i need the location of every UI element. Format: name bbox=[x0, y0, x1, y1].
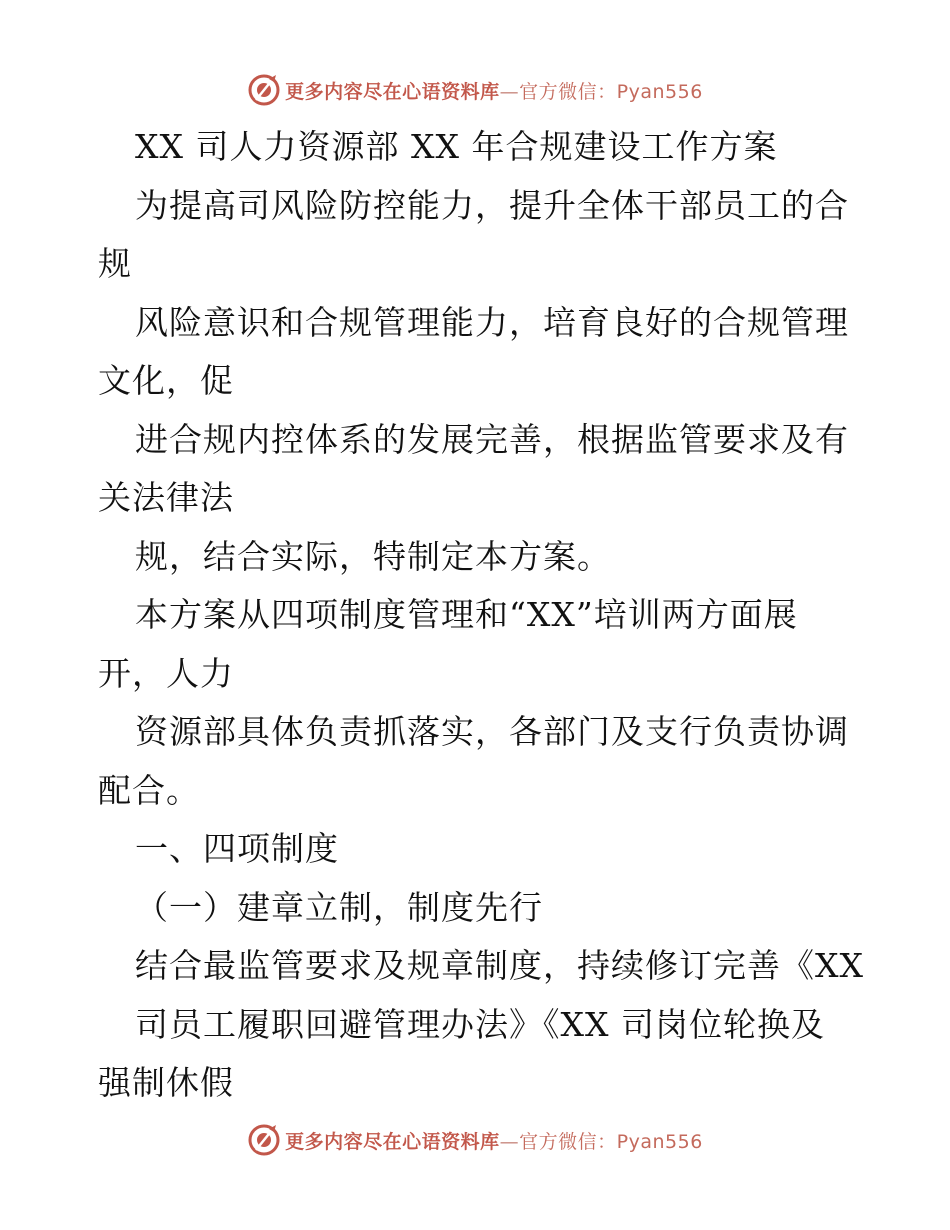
paragraph-line: 司员工履职回避管理办法》《XX 司岗位轮换及 bbox=[135, 1004, 825, 1044]
paragraph-line: 风险意识和合规管理能力，培育良好的合规管理 bbox=[135, 302, 849, 342]
paragraph-line: 规 bbox=[98, 244, 132, 283]
watermark-main: 更多内容尽在心语资料库 bbox=[285, 1130, 500, 1153]
footer-watermark bbox=[0, 1120, 950, 1160]
watermark-text bbox=[285, 1127, 703, 1154]
subsection-heading: （一）建章立制，制度先行 bbox=[135, 887, 543, 927]
document-title: XX 司人力资源部 XX 年合规建设工作方案 bbox=[135, 127, 778, 166]
section-heading: 一、四项制度 bbox=[135, 829, 339, 868]
paragraph-line: 开，人力 bbox=[98, 653, 234, 693]
paragraph-line: 关法律法 bbox=[98, 478, 234, 517]
header-watermark bbox=[0, 70, 950, 110]
watermark-main: 更多内容尽在心语资料库 bbox=[285, 80, 500, 103]
paragraph-line: 强制休假 bbox=[98, 1063, 234, 1102]
paragraph-line: 资源部具体负责抓落实，各部门及支行负责协调 bbox=[135, 712, 849, 751]
paragraph-line: 规，结合实际，特制定本方案。 bbox=[135, 536, 611, 576]
paragraph-line: 本方案从四项制度管理和“XX”培训两方面展 bbox=[135, 595, 798, 634]
paragraph-line: 配合。 bbox=[98, 770, 200, 810]
paragraph-line: 结合最监管要求及规章制度，持续修订完善《XX bbox=[135, 946, 864, 985]
watermark-text bbox=[285, 77, 703, 104]
watermark-contact: 官方微信：Pyan556 bbox=[519, 1130, 703, 1153]
watermark-separator: — bbox=[499, 80, 520, 103]
watermark-separator: — bbox=[499, 1130, 520, 1153]
document-body bbox=[98, 118, 868, 1113]
paragraph-line: 进合规内控体系的发展完善，根据监管要求及有 bbox=[135, 419, 849, 459]
seal-logo-icon bbox=[247, 1123, 281, 1157]
watermark-contact: 官方微信：Pyan556 bbox=[519, 80, 703, 103]
paragraph-line: 文化，促 bbox=[98, 361, 234, 400]
seal-logo-icon bbox=[247, 73, 281, 107]
paragraph-line: 为提高司风险防控能力，提升全体干部员工的合 bbox=[135, 185, 849, 225]
